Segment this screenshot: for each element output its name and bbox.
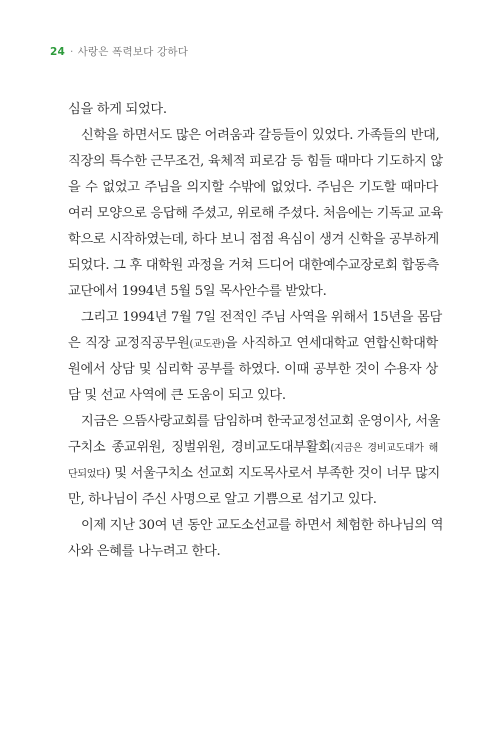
text-line: 지금은 으뜸사랑교회를 담임하며 한국교정선교회 운영이사, 서울 <box>81 414 441 429</box>
text-segment: ) 및 서울구치소 선교회 지도목사로서 부족한 것이 너무 많지 <box>105 466 440 481</box>
text-line: 사와 은혜를 나누려고 한다. <box>68 544 221 559</box>
text-line: 여러 모양으로 응답해 주셨고, 위로해 주셨다. 처음에는 기독교 교육 <box>68 206 443 221</box>
text-line: 원에서 상담 및 심리학 공부를 하였다. 이때 공부한 것이 수용자 상 <box>68 362 438 377</box>
text-segment-small: 단되었다 <box>68 469 106 480</box>
running-header <box>50 44 188 59</box>
text-line: 이제 지난 30여 년 동안 교도소선교를 하면서 체험한 하나님의 역 <box>81 518 444 533</box>
book-title: 사랑은 폭력보다 강하다 <box>77 46 189 58</box>
text-line <box>68 331 438 357</box>
text-line: 교단에서 1994년 5월 5일 목사안수를 받았다. <box>68 284 327 299</box>
text-segment: 은 직장 교정직공무원 <box>68 336 190 351</box>
text-line: 담 및 선교 사역에 큰 도움이 되고 있다. <box>68 388 286 403</box>
text-line: 직장의 특수한 근무조건, 육체적 피로감 등 힘들 때마다 기도하지 않 <box>68 154 443 169</box>
text-segment: 구치소 종교위원, 징벌위원, 경비교도대부활회 <box>68 440 331 455</box>
text-line: 되었다. 그 후 대학원 과정을 거쳐 드디어 대한예수교장로회 합동측 <box>68 258 439 273</box>
text-segment: 을 사직하고 연세대학교 연합신학대학 <box>224 336 438 351</box>
text-line: 만, 하나님이 주신 사명으로 알고 기쁨으로 섬기고 있다. <box>68 492 377 507</box>
header-separator: · <box>70 46 74 58</box>
text-line: 심을 하게 되었다. <box>68 102 167 117</box>
text-segment-small: (교도관) <box>189 339 225 350</box>
text-segment-small: (지금은 경비교도대가 해 <box>330 443 438 454</box>
text-line: 학으로 시작하였는데, 하다 보니 점점 욕심이 생겨 신학을 공부하게 <box>68 232 439 247</box>
text-line <box>68 435 438 461</box>
text-line: 을 수 없었고 주님을 의지할 수밖에 없었다. 주님은 기도할 때마다 <box>68 180 438 195</box>
text-line: 그리고 1994년 7월 7일 전적인 주님 사역을 위해서 15년을 몸담 <box>81 310 442 325</box>
page-number: 24 <box>50 46 66 58</box>
text-line <box>68 461 438 487</box>
body-text <box>68 97 444 565</box>
text-line: 신학을 하면서도 많은 어려움과 갈등들이 있었다. 가족들의 반대, <box>81 128 440 143</box>
